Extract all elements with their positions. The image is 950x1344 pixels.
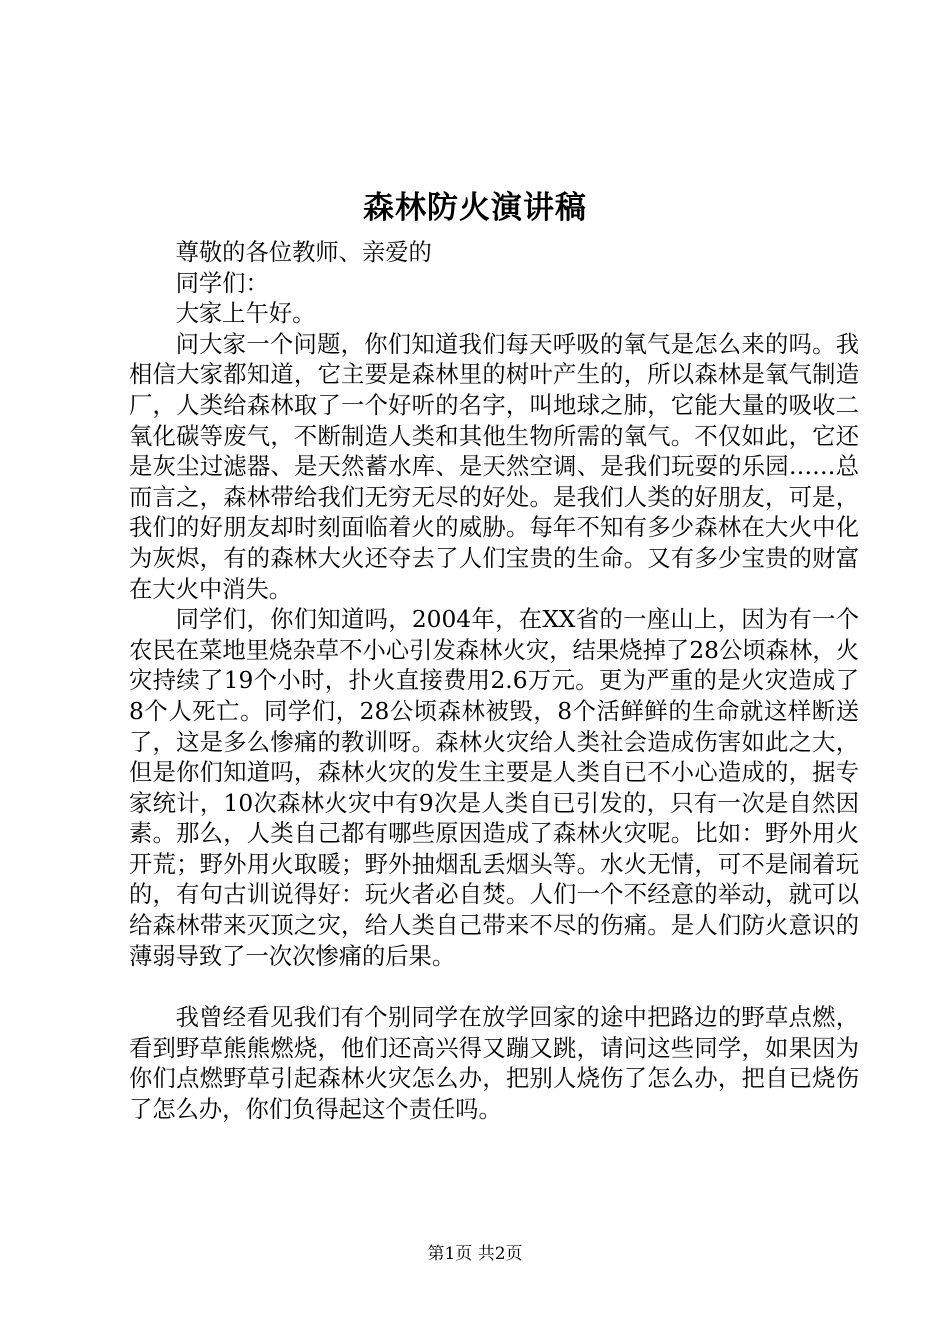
- greeting-line-2: 同学们：: [175, 269, 269, 297]
- paragraph-oxygen: 问大家一个问题，你们知道我们每天呼吸的氧气是怎么来的吗。我相信大家都知道，它主要是森林里的树叶产生的，所以森林是氧气制造厂，人类给森林取了一个好听的名字，叫地球之肺，它能大量的吸收二氧化碳等废气，不断制造人类和其他生物所需的氧气。不仅如此，它还是灰尘过滤器、是天然蓄水库、是天然空调、是我们玩耍的乐园……总而言之，森林带给我们无穷无尽的好处。是我们人类的好朋友，可是，我们的好朋友却时刻面临着火的威胁。每年不知有多少森林在大火中化为灰烬，有的森林大火还夺去了人们宝贵的生命。又有多少宝贵的财富在大火中消失。: [129, 330, 859, 603]
- document-body: [129, 238, 859, 1126]
- paragraph-students-burning-grass: 我曾经看见我们有个别同学在放学回家的途中把路边的野草点燃，看到野草熊熊燃烧，他们还高兴得又蹦又跳，请问这些同学，如果因为你们点燃野草引起森林火灾怎么办，把别人烧伤了怎么办，把自已烧伤了怎么办，你们负得起这个责任吗。: [129, 1004, 859, 1124]
- greeting-line-1: 尊敬的各位教师、亲爱的: [175, 239, 432, 266]
- paragraph-fire-incident: 同学们，你们知道吗，2004年，在XX省的一座山上，因为有一个农民在菜地里烧杂草不小心引发森林火灾，结果烧掉了28公顷森林，火灾持续了19个小时，扑火直接费用2.6万元。更为严重的是火灾造成了8个人死亡。同学们，28公顷森林被毁，8个活鲜鲜的生命就这样断送了，这是多么惨痛的教训呀。森林火灾给人类社会造成伤害如此之大，但是你们知道吗，森林火灾的发生主要是人类自已不小心造成的，据专家统计，10次森林火灾中有9次是人类自已引发的，只有一次是自然因素。那么，人类自己都有哪些原因造成了森林火灾呢。比如：野外用火开荒；野外用火取暖；野外抽烟乱丢烟头等。水火无情，可不是闹着玩的，有句古训说得好：玩火者必自焚。人们一个不经意的举动，就可以给森林带来灭顶之灾，给人类自己带来不尽的伤痛。是人们防火意识的薄弱导致了一次次惨痛的后果。: [129, 606, 859, 970]
- document-title: 森林防火演讲稿: [363, 190, 587, 226]
- greeting-line-3: 大家上午好。: [175, 300, 316, 328]
- page-number-footer: 第1页 共2页: [427, 1244, 523, 1264]
